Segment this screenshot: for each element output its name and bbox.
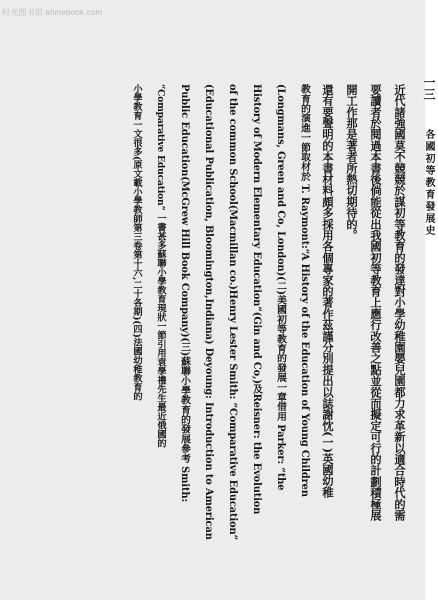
- page-number: 一三: [422, 76, 436, 100]
- text-column-8: of the common School(Macmillan co.)Henry Lester Smith: “Comparative Education”: [227, 84, 238, 541]
- text-column-7: History of Modern Elementary Education”(Gin and Co,)及Reisner: the Evolution: [251, 84, 262, 515]
- text-column-4: 還有要聲明的本書材料頗多採用各個專家的著作茲謹分別提出以誌謝忱(一)英國幼稚: [321, 84, 335, 498]
- watermark: 时光图书馆 atimebook.com: [2, 8, 103, 17]
- text-column-9: (Educational Publication, Bloomington,Indiana) Deyoung: Introduction to American: [203, 84, 214, 540]
- text-column-6: (Longmans, Green and Co, London)(二)美國初等教育的發展一章借用 Parker: “the: [275, 84, 286, 491]
- text-column-11: “Comparative Education” 一書甚多蘇聯小學教育現狀一節引用袁學禮先生最近俄國的: [155, 84, 166, 448]
- text-column-10: Public Education(McGrew Hill Book Company)(三)蘇聯小學教育的發展參考 Smith:: [179, 84, 190, 503]
- text-column-3: 開工作那是著者所熱切期待的。: [345, 84, 359, 241]
- text-column-1: 近代諸強國莫不競競於謀初等教育的發達對小學幼稚園嬰兒園都力求革新以適合時代的需: [393, 84, 407, 521]
- text-column-5: 教育的演進一節取材於 T. Raymont:“A History of the Education of Young Children: [299, 84, 310, 497]
- text-column-2: 要讀者於閱過本書後倘能從出我國初等教育上應行改善之點並從而擬定可行的計劃積極展: [369, 84, 383, 521]
- running-head: 各國初等教育發展史: [423, 129, 434, 237]
- text-column-12: 小學教育一文很多(原文載小學教師第三卷第十六,二十各期)(四)法國幼稚教育的: [131, 84, 142, 401]
- book-page: [55, 24, 436, 584]
